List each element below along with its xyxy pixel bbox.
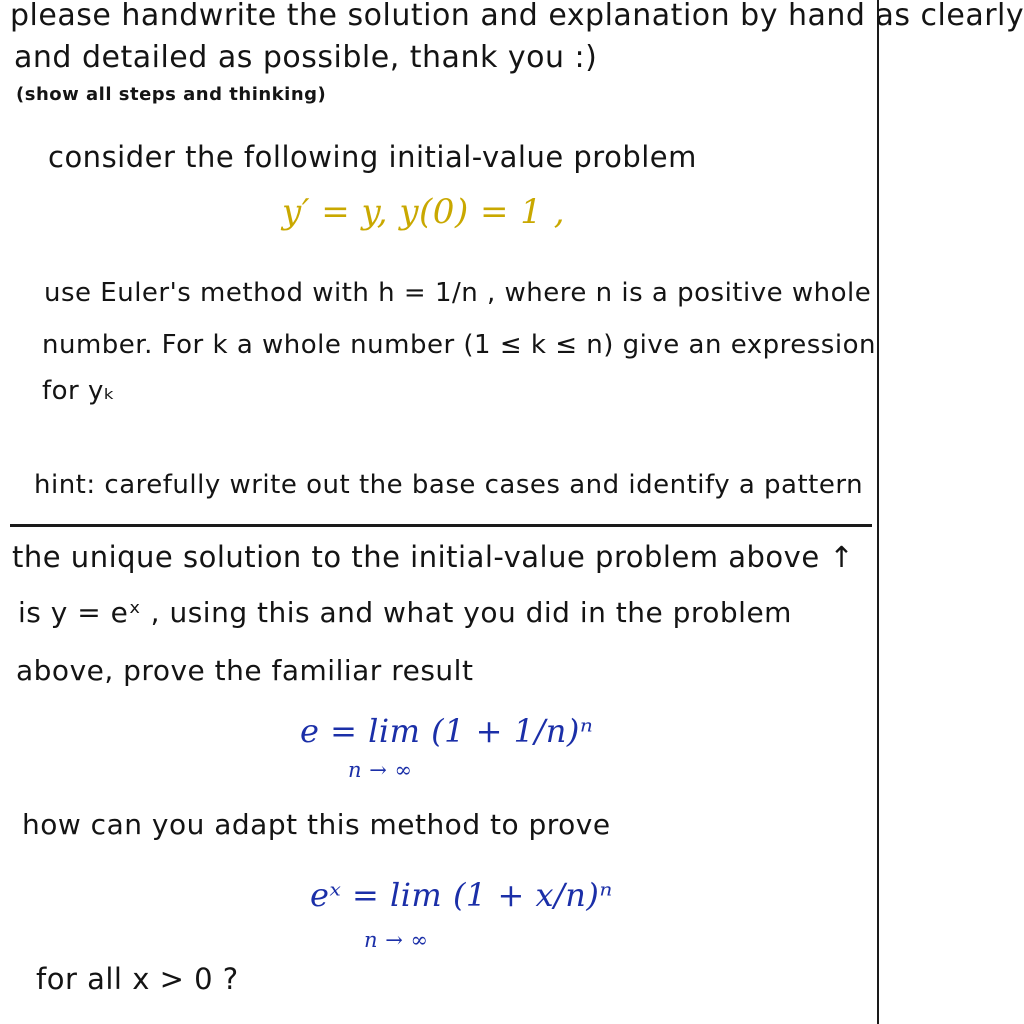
instruction-line-3: (show all steps and thinking): [16, 84, 327, 105]
problem1-hint: hint: carefully write out the base cases and identify a pattern: [34, 470, 864, 500]
instruction-line-2: and detailed as possible, thank you :): [14, 40, 598, 75]
section-divider: [10, 524, 872, 527]
problem2-line-1: the unique solution to the initial-value problem above ↑: [12, 540, 855, 574]
problem2-line-3: above, prove the familiar result: [16, 654, 474, 687]
limit-equation-ex-subscript: n → ∞: [364, 928, 429, 952]
instruction-line-1: please handwrite the solution and explanation by hand as clearly: [10, 0, 1024, 33]
problem1-text-line-2: number. For k a whole number (1 ≤ k ≤ n) give an expression: [42, 330, 876, 360]
problem1-intro: consider the following initial-value problem: [48, 140, 697, 174]
limit-equation-e: e = lim (1 + 1/n)ⁿ: [300, 712, 594, 750]
problem2-line-2: is y = eˣ , using this and what you did in the problem: [18, 596, 792, 629]
limit-equation-e-subscript: n → ∞: [348, 758, 413, 782]
problem1-text-line-1: use Euler's method with h = 1/n , where n is a positive whole: [44, 278, 872, 308]
page-border: [877, 0, 879, 1024]
problem2-line-5: for all x > 0 ?: [36, 962, 239, 996]
limit-equation-ex: eˣ = lim (1 + x/n)ⁿ: [310, 876, 613, 914]
problem1-text-line-3: for yₖ: [42, 376, 116, 406]
problem1-equation: y′ = y, y(0) = 1 ,: [282, 192, 566, 232]
problem2-line-4: how can you adapt this method to prove: [22, 808, 611, 841]
